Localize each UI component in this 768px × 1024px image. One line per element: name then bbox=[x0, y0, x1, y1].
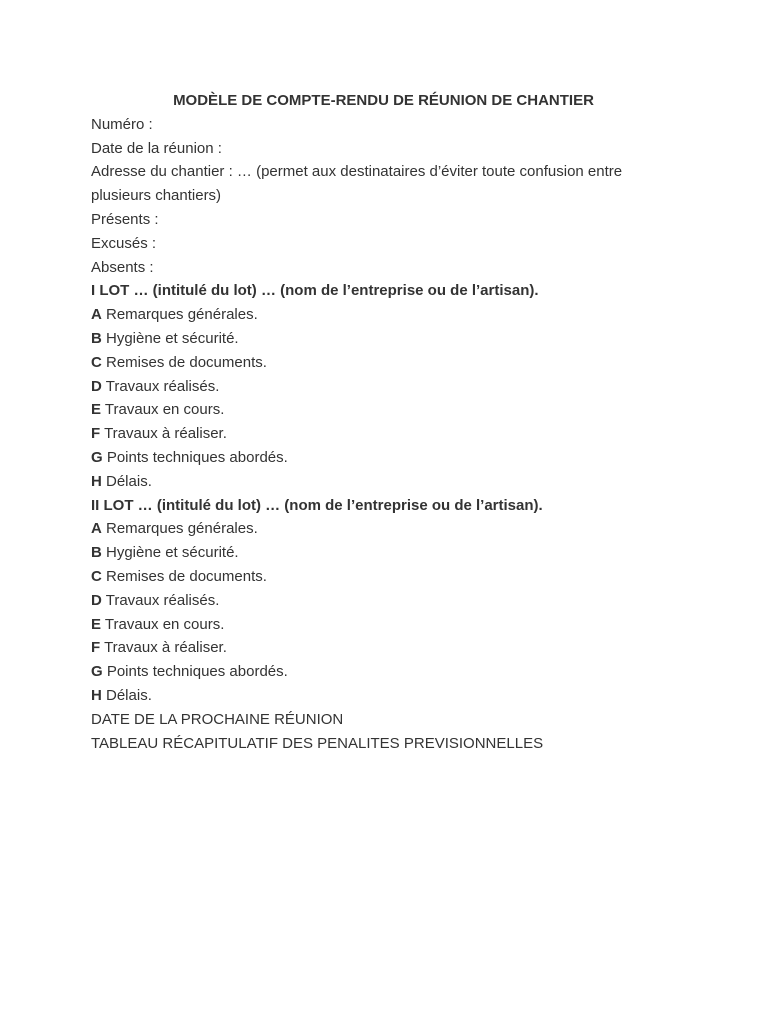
lot-2-item bbox=[91, 541, 676, 565]
item-text: Travaux à réaliser. bbox=[100, 639, 227, 657]
field-numero: Numéro : bbox=[91, 115, 153, 133]
lot-1-item bbox=[91, 327, 676, 351]
field-excuses: Excusés : bbox=[91, 234, 157, 252]
item-text: Points techniques abordés. bbox=[102, 663, 288, 681]
item-letter: G bbox=[91, 448, 103, 466]
item-letter: F bbox=[91, 425, 101, 443]
field-absents: Absents : bbox=[91, 258, 154, 276]
lot-1-item bbox=[91, 422, 676, 446]
item-text: Travaux en cours. bbox=[101, 401, 225, 419]
item-text: Travaux à réaliser. bbox=[100, 425, 227, 443]
item-letter: A bbox=[91, 520, 102, 538]
lot-2-item bbox=[91, 684, 676, 708]
lot-2-item bbox=[91, 517, 676, 541]
lot-1-item bbox=[91, 375, 676, 399]
item-text: Remarques générales. bbox=[101, 520, 258, 538]
item-letter: A bbox=[91, 306, 102, 324]
item-letter: C bbox=[91, 353, 102, 371]
item-letter: H bbox=[91, 686, 102, 704]
item-text: Remarques générales. bbox=[101, 306, 258, 324]
field-date-reunion: Date de la réunion : bbox=[91, 139, 222, 157]
lot-1-item bbox=[91, 303, 676, 327]
field-adresse-chantier: Adresse du chantier : … (permet aux destinataires d’éviter toute confusion entre plusieurs chantiers) bbox=[91, 163, 623, 205]
item-text: Hygiène et sécurité. bbox=[101, 544, 239, 562]
item-text: Travaux réalisés. bbox=[101, 591, 220, 609]
item-letter: H bbox=[91, 472, 102, 490]
item-letter: E bbox=[91, 401, 102, 419]
document-page bbox=[91, 89, 676, 755]
item-text: Travaux en cours. bbox=[101, 615, 225, 633]
item-text: Travaux réalisés. bbox=[101, 377, 220, 395]
prochaine-reunion-line: DATE DE LA PROCHAINE RÉUNION bbox=[91, 710, 344, 728]
item-letter: D bbox=[91, 591, 102, 609]
lot-1-item bbox=[91, 446, 676, 470]
tableau-penalites-line: TABLEAU RÉCAPITULATIF DES PENALITES PREVISIONNELLES bbox=[91, 734, 544, 752]
item-text: Remises de documents. bbox=[101, 567, 267, 585]
item-text: Délais. bbox=[101, 472, 152, 490]
item-letter: B bbox=[91, 329, 102, 347]
item-letter: C bbox=[91, 567, 102, 585]
document-title: MODÈLE DE COMPTE-RENDU DE RÉUNION DE CHANTIER bbox=[173, 92, 594, 109]
field-presents: Présents : bbox=[91, 210, 159, 228]
lot-heading-1: I LOT … (intitulé du lot) … (nom de l’entreprise ou de l’artisan). bbox=[91, 282, 539, 300]
lot-2-item bbox=[91, 565, 676, 589]
lot-1-item bbox=[91, 351, 676, 375]
item-text: Hygiène et sécurité. bbox=[101, 329, 239, 347]
lot-1-item bbox=[91, 398, 676, 422]
item-letter: E bbox=[91, 615, 102, 633]
lot-2-item bbox=[91, 660, 676, 684]
lot-heading-2: II LOT … (intitulé du lot) … (nom de l’entreprise ou de l’artisan). bbox=[91, 496, 543, 514]
item-text: Remises de documents. bbox=[101, 353, 267, 371]
item-letter: B bbox=[91, 544, 102, 562]
item-letter: G bbox=[91, 663, 103, 681]
item-text: Délais. bbox=[101, 686, 152, 704]
item-letter: D bbox=[91, 377, 102, 395]
item-text: Points techniques abordés. bbox=[102, 448, 288, 466]
lot-1-item bbox=[91, 470, 676, 494]
item-letter: F bbox=[91, 639, 101, 657]
lot-2-item bbox=[91, 589, 676, 613]
lot-2-item bbox=[91, 613, 676, 637]
lot-2-item bbox=[91, 636, 676, 660]
